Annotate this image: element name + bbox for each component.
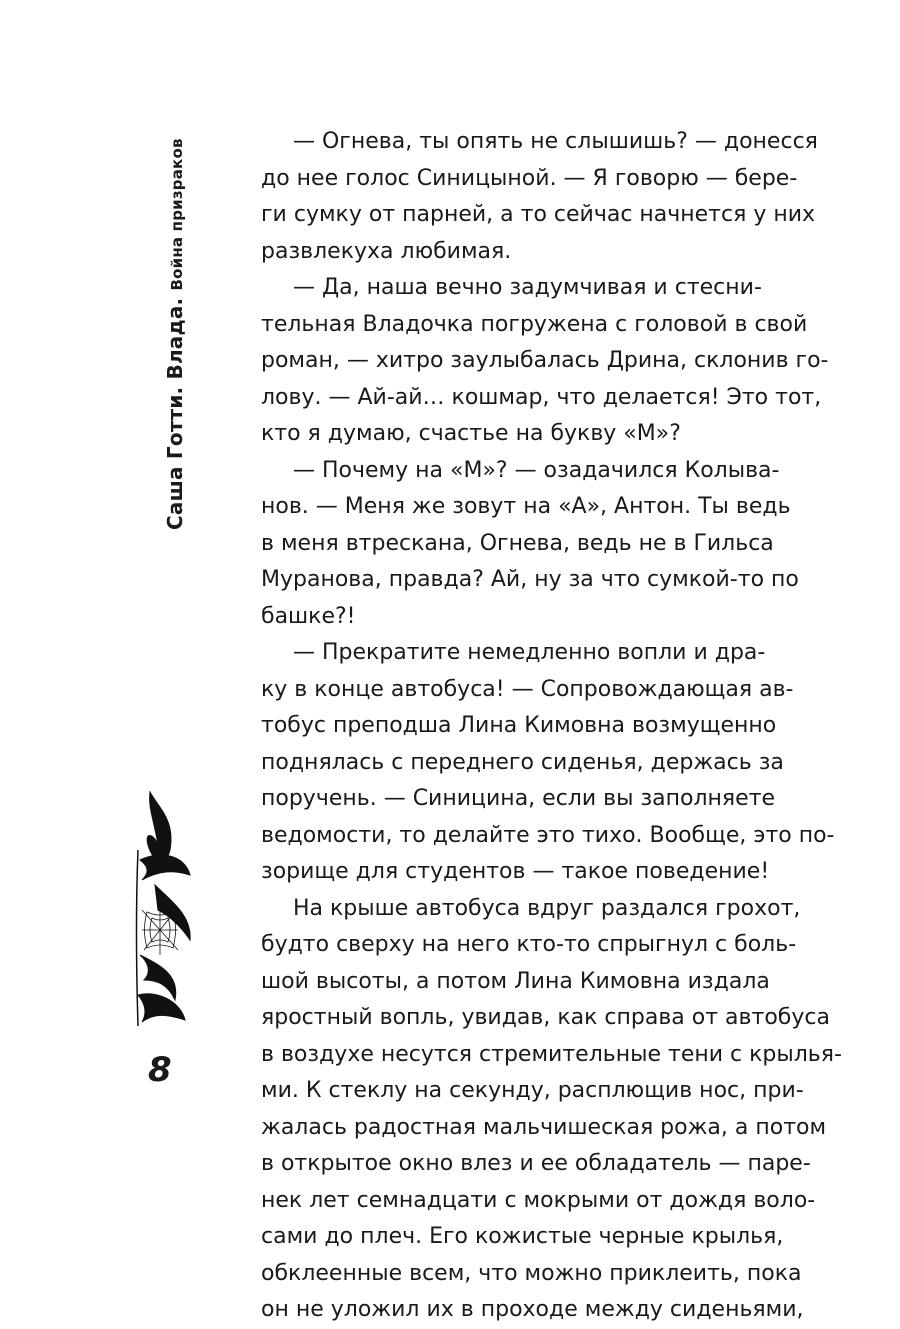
running-head-title xyxy=(155,138,197,530)
text-line: жалась радостная мальчишеская рожа, а потом xyxy=(261,1114,827,1140)
text-line: роман, — хитро заулыбалась Дрина, склонив го- xyxy=(261,348,829,373)
text-line: ми. К стеклу на секунду, расплющив нос, при- xyxy=(261,1078,804,1103)
paragraph xyxy=(229,635,835,891)
running-head-author-title: Саша Готти. Влада. xyxy=(163,290,187,530)
text-line: поручень. — Синицина, если вы заполняете xyxy=(261,786,776,811)
running-head-series: Война призраков xyxy=(168,138,186,291)
text-line: развлекуха любимая. xyxy=(261,238,512,264)
text-line: нек лет семнадцати с мокрыми от дождя воло- xyxy=(261,1187,816,1213)
text-line: тельная Владочка погружена с головой в свой xyxy=(261,311,808,337)
text-line: в меня втрескана, Огнева, ведь не в Гильса xyxy=(261,530,774,556)
text-line: кто я думаю, счастье на букву «М»? xyxy=(261,421,681,446)
text-line: нов. — Меня же зовут на «А», Антон. Ты ведь xyxy=(261,494,791,519)
paragraph xyxy=(229,124,818,270)
paragraph xyxy=(229,891,842,1329)
text-line: зорище для студентов — такое поведение! xyxy=(261,859,770,884)
text-line: ги сумку от парней, а то сейчас начнется у них xyxy=(261,202,816,227)
text-line: шой высоты, а потом Лина Кимовна издала xyxy=(261,968,770,994)
text-line: до нее голос Синицыной. — Я говорю — бере- xyxy=(261,165,798,191)
page-number: 8 xyxy=(148,1050,172,1090)
paragraph xyxy=(229,453,799,636)
body-text xyxy=(229,124,842,1329)
text-line: Муранова, правда? Ай, ну за что сумкой-то по xyxy=(261,567,799,592)
text-line: будто сверху на него кто-то спрыгнул с боль- xyxy=(261,932,797,957)
text-line: яростный вопль, увидав, как справа от автобуса xyxy=(261,1005,830,1030)
text-line: ку в конце автобуса! — Сопровождающая ав- xyxy=(261,676,794,702)
paragraph xyxy=(229,270,829,453)
text-line: тобус преподша Лина Кимовна возмущенно xyxy=(261,713,777,738)
running-head xyxy=(155,130,195,530)
text-line: — Прекратите немедленно вопли и дра- xyxy=(293,640,766,665)
text-line: На крыше автобуса вдруг раздался грохот, xyxy=(293,895,801,921)
text-line: ведомости, то делайте это тихо. Вообще, это по- xyxy=(261,822,835,848)
text-line: башке?! xyxy=(261,603,356,629)
text-line: поднялась с переднего сиденья, держась за xyxy=(261,749,784,775)
text-line: в открытое окно влез и ее обладатель — паре- xyxy=(261,1151,811,1176)
text-line: — Почему на «М»? — озадачился Колыва- xyxy=(293,457,780,483)
text-line: лову. — Ай-ай… кошмар, что делается! Это тот, xyxy=(261,384,822,410)
text-line: в воздухе несутся стремительные тени с крылья- xyxy=(261,1041,842,1067)
text-line: сами до плеч. Его кожистые черные крылья, xyxy=(261,1224,784,1249)
spiderweb-ornament-icon xyxy=(130,790,200,1030)
text-line: обклеенные всем, что можно приклеить, пока xyxy=(261,1260,802,1286)
text-line: — Да, наша вечно задумчивая и стесни- xyxy=(293,275,762,300)
text-line: — Огнева, ты опять не слышишь? — донесся xyxy=(293,129,818,154)
text-line: он не уложил их в проходе между сиденьями, xyxy=(261,1297,804,1322)
